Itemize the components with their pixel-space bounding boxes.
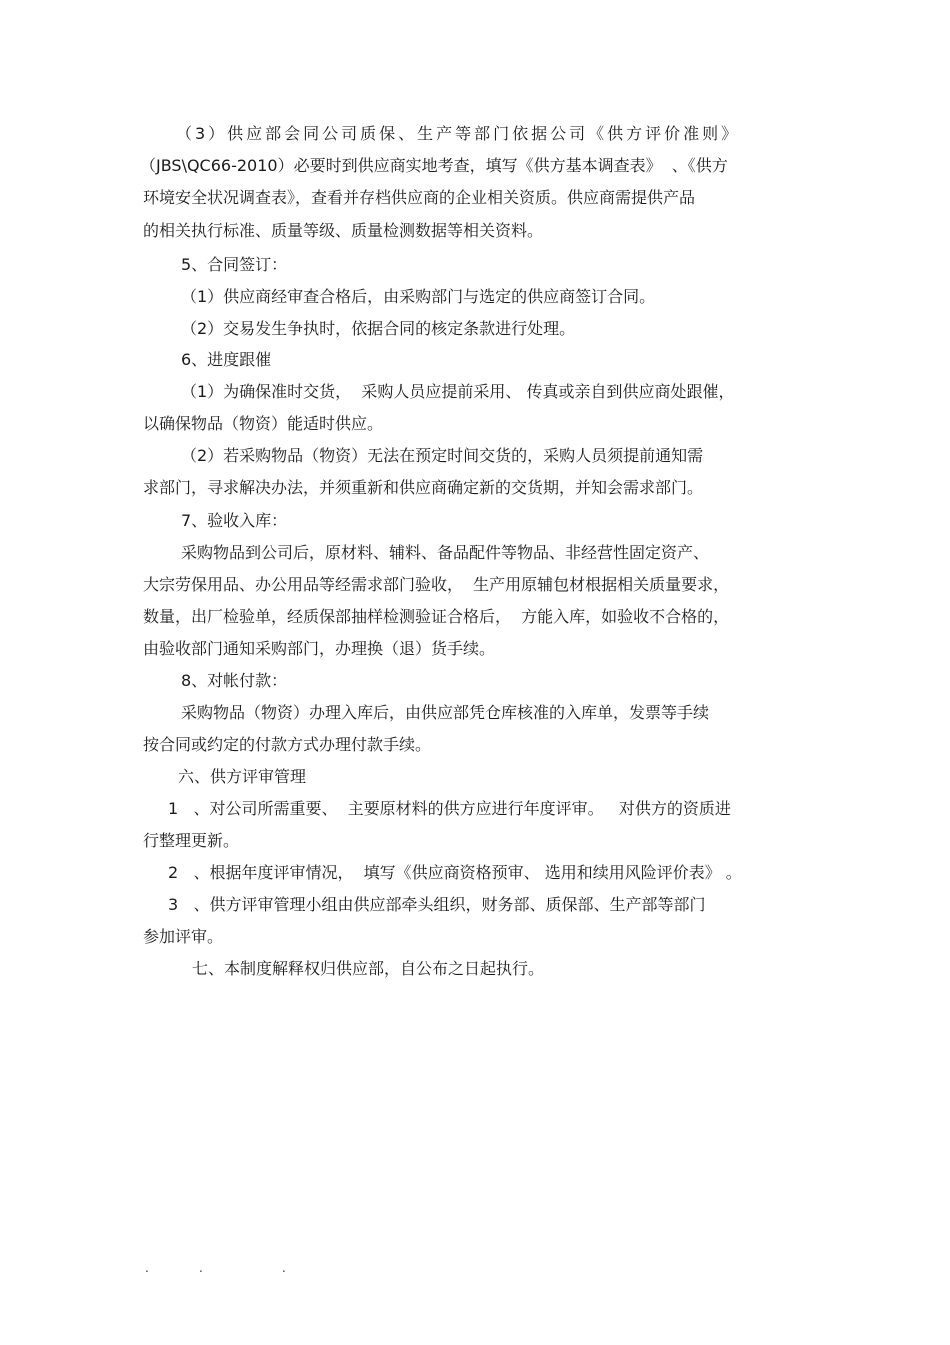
paragraph-line-5-1: （1）供应商经审查合格后，由采购部门与选定的供应商签订合同。 [181, 287, 656, 306]
paragraph-line-7-a: 采购物品到公司后，原材料、辅料、备品配件等物品、非经营性固定资产、 [181, 543, 710, 562]
paragraph-line-4: 的相关执行标准、质量等级、质量检测数据等相关资料。 [143, 221, 544, 240]
paragraph-line-six-1b: 行整理更新。 [143, 831, 240, 850]
paragraph-line-six-3a: 3 、供方评审管理小组由供应部牵头组织，财务部、质保部、生产部等部门 [168, 895, 706, 914]
paragraph-line-1: （3）供应部会同公司质保、生产等部门依据公司《供方评价准则》 [176, 124, 741, 143]
section-heading-seven: 七、本制度解释权归供应部，自公布之日起执行。 [192, 959, 545, 978]
paragraph-line-7-c: 数量，出厂检验单，经质保部抽样检测验证合格后， 方能入库，如验收不合格的， [143, 607, 730, 626]
paragraph-line-7-d: 由验收部门通知采购部门，办理换（退）货手续。 [143, 639, 496, 658]
paragraph-line-2: （JBS\QC66-2010）必要时到供应商实地考查，填写《供方基本调查表》 、《供方 [140, 156, 728, 175]
paragraph-line-six-1a: 1 、对公司所需重要、 主要原材料的供方应进行年度评审。 对供方的资质进 [168, 799, 731, 818]
paragraph-line-6-1b: 以确保物品（物资）能适时供应。 [143, 414, 384, 433]
paragraph-line-3: 环境安全状况调查表》，查看并存档供应商的企业相关资质。供应商需提供产品 [143, 188, 696, 207]
paragraph-line-5-2: （2）交易发生争执时，依据合同的核定条款进行处理。 [181, 319, 576, 338]
footer-dot-3: . [282, 1261, 286, 1275]
paragraph-line-6-2a: （2）若采购物品（物资）无法在预定时间交货的，采购人员须提前通知需 [181, 446, 704, 465]
paragraph-line-6-2b: 求部门，寻求解决办法，并须重新和供应商确定新的交货期，并知会需求部门。 [143, 478, 704, 497]
section-heading-six: 六、供方评审管理 [178, 767, 307, 786]
section-heading-8: 8、对帐付款： [181, 671, 288, 690]
footer-dot-2: . [199, 1261, 203, 1275]
paragraph-line-8-a: 采购物品（物资）办理入库后，由供应部凭仓库核准的入库单，发票等手续 [181, 703, 710, 722]
section-heading-6: 6、进度跟催 [181, 350, 272, 369]
paragraph-line-8-b: 按合同或约定的付款方式办理付款手续。 [143, 735, 432, 754]
paragraph-line-six-3b: 参加评审。 [143, 927, 224, 946]
footer-dot-1: . [145, 1261, 149, 1275]
section-heading-5: 5、合同签订： [181, 255, 288, 274]
section-heading-7: 7、验收入库： [181, 511, 288, 530]
paragraph-line-6-1a: （1）为确保准时交货， 采购人员应提前采用、 传真或亲自到供应商处跟催， [181, 382, 735, 401]
paragraph-line-7-b: 大宗劳保用品、办公用品等经需求部门验收， 生产用原辅包材根据相关质量要求， [143, 575, 730, 594]
paragraph-line-six-2: 2 、根据年度评审情况， 填写《供应商资格预审、 选用和续用风险评价表》 。 [168, 863, 742, 882]
